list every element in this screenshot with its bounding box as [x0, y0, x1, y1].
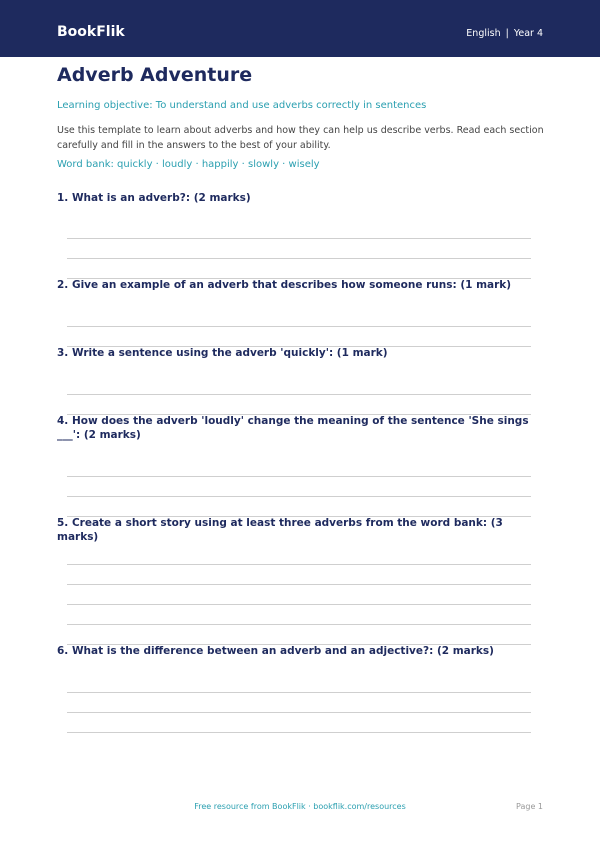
page-number: Page 1 — [516, 802, 543, 811]
header-separator: | — [505, 28, 509, 39]
answer-line[interactable] — [67, 732, 531, 733]
brand-logo: BookFlik — [57, 24, 125, 40]
question-5: 5. Create a short story using at least three adverbs from the word bank: (3 marks) — [57, 517, 503, 543]
answer-line[interactable] — [67, 476, 531, 477]
answer-line[interactable] — [67, 564, 531, 565]
subject-label: English — [466, 28, 501, 39]
answer-line[interactable] — [67, 604, 531, 605]
answer-line[interactable] — [67, 258, 531, 259]
learning-objective: Learning objective: To understand and use adverbs correctly in sentences — [57, 100, 427, 111]
question-4: 4. How does the adverb 'loudly' change the meaning of the sentence 'She sings ___': (2 marks) — [57, 415, 529, 441]
answer-line[interactable] — [67, 496, 531, 497]
question-1: 1. What is an adverb?: (2 marks) — [57, 192, 251, 204]
answer-line[interactable] — [67, 238, 531, 239]
page-title: Adverb Adventure — [57, 64, 253, 86]
question-3: 3. Write a sentence using the adverb 'quickly': (1 mark) — [57, 347, 388, 359]
intro-text: Use this template to learn about adverbs and how they can help us describe verbs. Read each section carefully and fill in the answers to the best of your ability. — [57, 125, 544, 151]
answer-line[interactable] — [67, 692, 531, 693]
year-label: Year 4 — [513, 28, 543, 39]
question-2: 2. Give an example of an adverb that describes how someone runs: (1 mark) — [57, 279, 512, 291]
answer-line[interactable] — [67, 624, 531, 625]
answer-line[interactable] — [67, 712, 531, 713]
header-meta — [466, 28, 543, 39]
word-bank: Word bank: quickly · loudly · happily · slowly · wisely — [57, 159, 320, 170]
question-6: 6. What is the difference between an adverb and an adjective?: (2 marks) — [57, 645, 494, 657]
answer-line[interactable] — [67, 584, 531, 585]
header-bar — [0, 0, 600, 57]
footer-credit: Free resource from BookFlik · bookflik.com/resources — [194, 802, 406, 811]
answer-line[interactable] — [67, 326, 531, 327]
answer-line[interactable] — [67, 394, 531, 395]
